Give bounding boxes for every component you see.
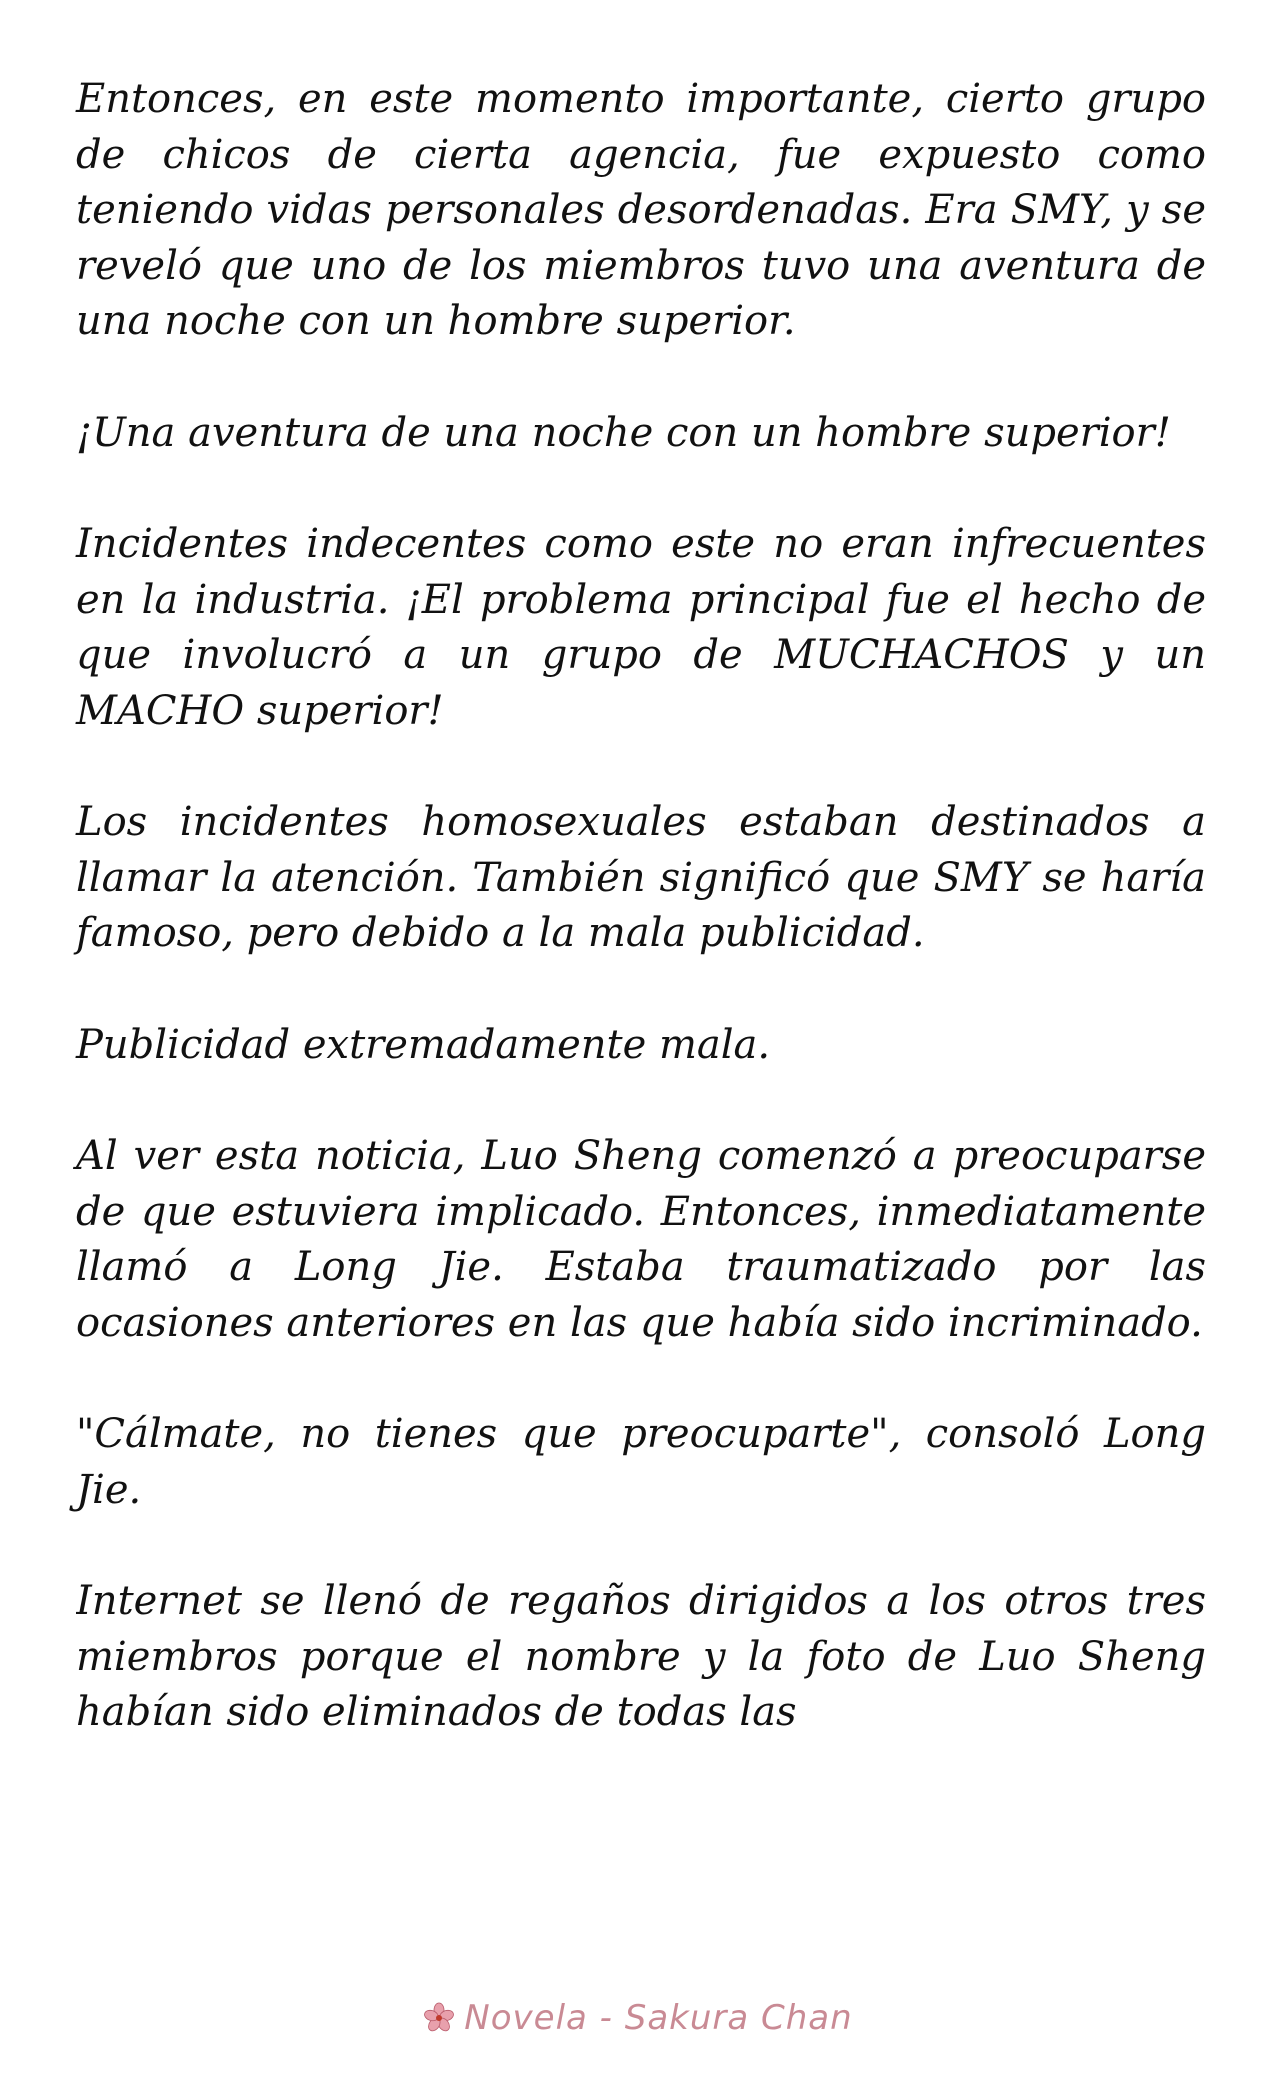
watermark-group (422, 1998, 852, 2038)
paragraph-7: "Cálmate, no tienes que preocuparte", consoló Long Jie. (76, 1411, 1206, 1513)
paragraph-4: Los incidentes homosexuales estaban destinados a llamar la atención. También significó que SMY se haría famoso, pero debido a la mala publicidad. (76, 799, 1206, 956)
document-body (76, 72, 1206, 1798)
paragraph-3: Incidentes indecentes como este no eran infrecuentes en la industria. ¡El problema principal fue el hecho de que involucró a un grupo de MUCHACHOS y un MACHO superior! (76, 521, 1206, 734)
watermark-text: Novela - Sakura Chan (464, 1998, 853, 2038)
paragraph-5: Publicidad extremadamente mala. (76, 1021, 771, 1068)
watermark (0, 1988, 1275, 2048)
paragraph-6: Al ver esta noticia, Luo Sheng comenzó a preocuparse de que estuviera implicado. Entonces, inmediatamente llamó a Long Jie. Estaba traumatizado por las ocasiones anteriores en las que había sido incriminado. (76, 1133, 1206, 1346)
sakura-flower-icon (422, 2001, 456, 2035)
paragraph-2: ¡Una aventura de una noche con un hombre superior! (76, 409, 1171, 456)
paragraph-8: Internet se llenó de regaños dirigidos a los otros tres miembros porque el nombre y la foto de Luo Sheng habían sido eliminados de todas las (76, 1578, 1206, 1735)
paragraph-1: Entonces, en este momento importante, cierto grupo de chicos de cierta agencia, fue expuesto como teniendo vidas personales desordenadas. Era SMY, y se reveló que uno de los miembros tuvo una aventura de una noche con un hombre superior. (76, 76, 1206, 344)
